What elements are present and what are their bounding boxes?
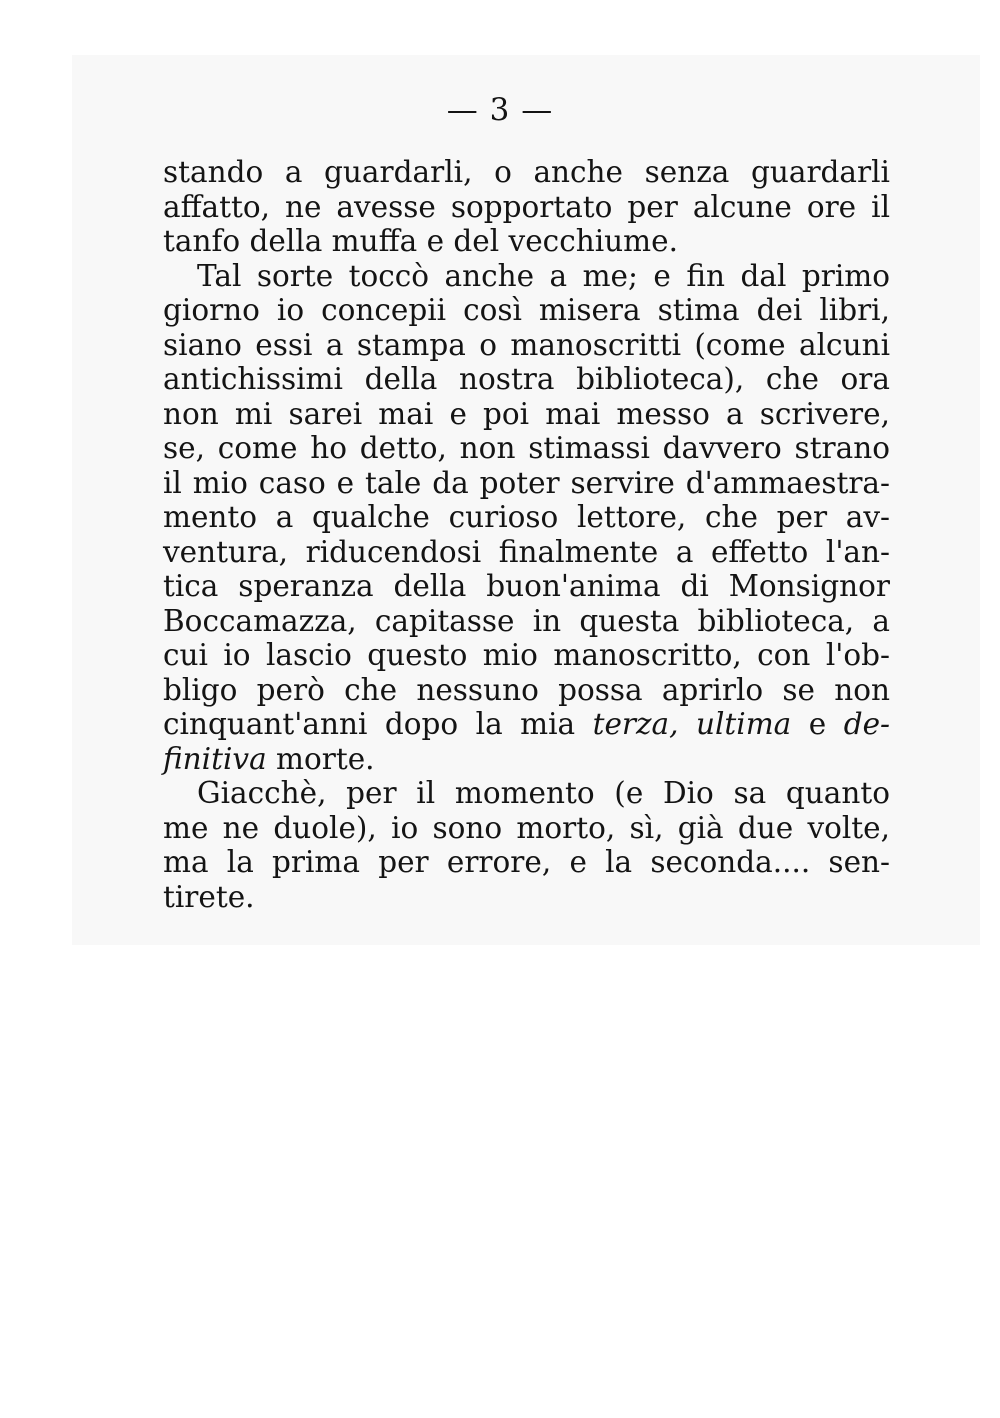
- text-line: [163, 707, 890, 742]
- italic-segment: terza, ultima: [592, 707, 792, 741]
- text-line: cui io lascio questo mio manoscritto, con l'ob-: [163, 638, 890, 672]
- page-number: — 3 —: [446, 92, 554, 128]
- italic-segment: finitiva: [163, 741, 267, 776]
- text-line: Giacchè, per il momento (e Dio sa quanto: [197, 776, 890, 810]
- text-line: antichissimi della nostra biblioteca), che ora: [163, 362, 890, 396]
- text-line: Boccamazza, capitasse in questa biblioteca, a: [163, 603, 890, 638]
- text-segment: morte.: [266, 741, 375, 776]
- text-line: siano essi a stampa o manoscritti (come alcuni: [163, 327, 890, 362]
- text-line: tirete.: [163, 879, 255, 914]
- text-line: tica speranza della buon'anima di Monsignor: [163, 569, 890, 603]
- text-line: non mi sarei mai e poi mai messo a scrivere,: [163, 396, 890, 431]
- text-line: bligo però che nessuno possa aprirlo se non: [163, 672, 890, 707]
- text-line: stando a guardarli, o anche senza guardarli: [163, 155, 890, 189]
- text-line: mento a qualche curioso lettore, che per av-: [163, 500, 890, 534]
- text-line: [163, 742, 890, 777]
- text-line: affatto, ne avesse sopportato per alcune ore il: [163, 189, 890, 224]
- text-line: se, come ho detto, non stimassi davvero strano: [163, 431, 890, 465]
- body-text: [163, 155, 890, 914]
- text-line: Tal sorte toccò anche a me; e fin dal primo: [197, 258, 890, 293]
- text-line: giorno io concepii così misera stima dei libri,: [163, 293, 890, 327]
- text-line: il mio caso e tale da poter servire d'ammaestra-: [163, 465, 890, 500]
- text-line: ma la prima per errore, e la seconda.... sen-: [163, 845, 890, 879]
- text-line: ventura, riducendosi finalmente a effetto l'an-: [163, 534, 890, 569]
- text-segment: cinquant'anni dopo la mia: [163, 707, 593, 741]
- text-segment: e: [791, 707, 844, 741]
- text-line: me ne duole), io sono morto, sì, già due volte,: [163, 810, 890, 845]
- text-line: tanfo della muffa e del vecchiume.: [163, 224, 678, 258]
- italic-segment: de-: [843, 707, 890, 741]
